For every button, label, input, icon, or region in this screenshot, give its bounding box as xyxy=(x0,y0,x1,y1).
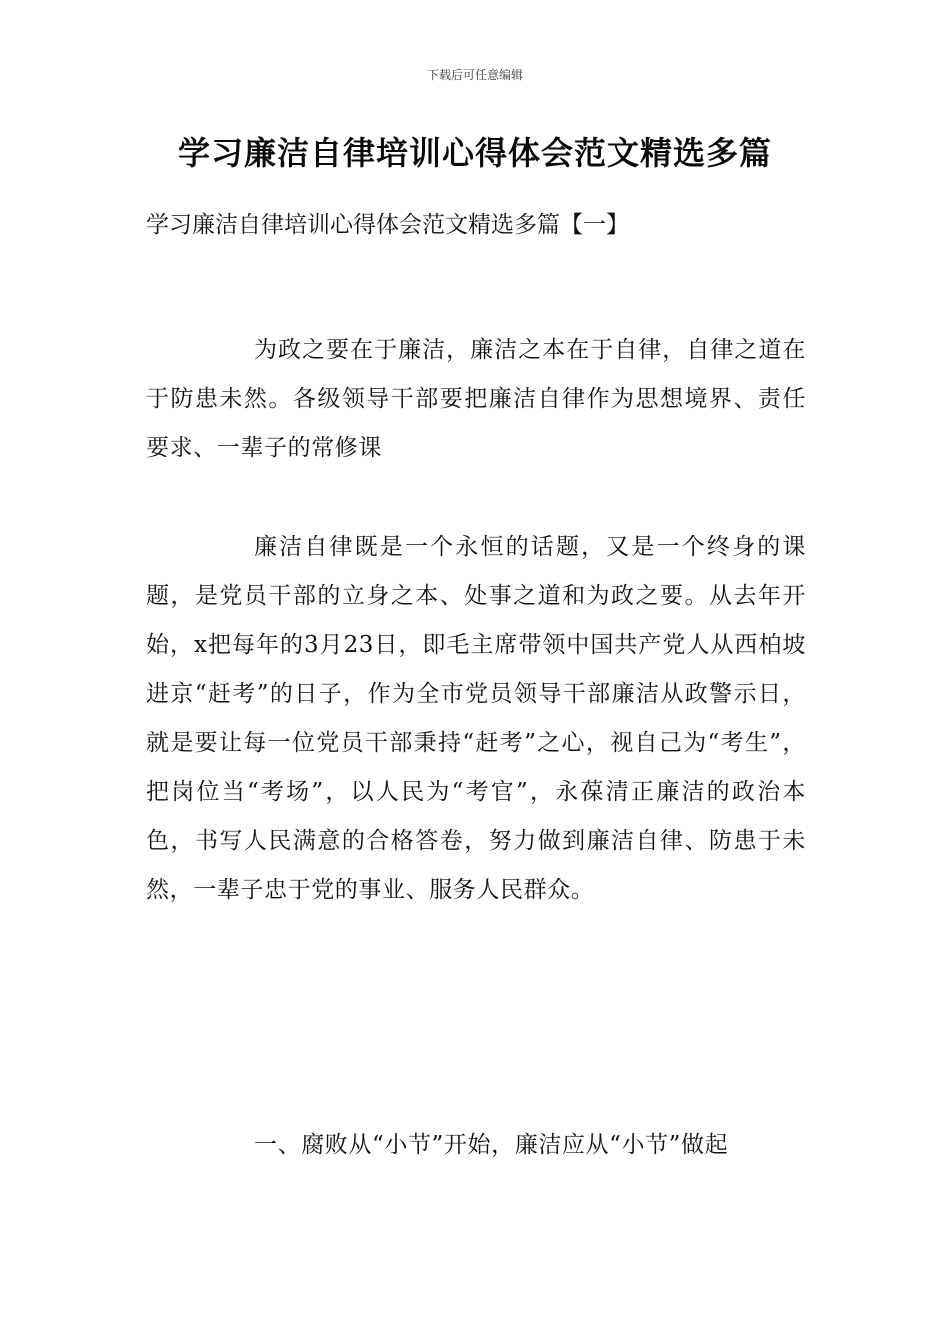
paragraph-1: 为政之要在于廉洁，廉洁之本在于自律，自律之道在于防患未然。各级领导干部要把廉洁自律作为思想境界、责任要求、一辈子的常修课 xyxy=(146,337,806,461)
paragraph-3-heading: 一、腐败从“小节”开始，廉洁应从“小节”做起 xyxy=(254,1132,729,1158)
document-title: 学习廉洁自律培训心得体会范文精选多篇 xyxy=(177,134,772,172)
paragraph-2: 廉洁自律既是一个永恒的话题，又是一个终身的课题，是党员干部的立身之本、处事之道和为政之要。从去年开始，x把每年的3月23日，即毛主席带领中国共产党人从西柏坡进京“赶考”的日子，作为全市党员领导干部廉洁从政警示日，就是要让每一位党员干部秉持“赶考”之心，视自己为“考生”，把岗位当“考场”，以人民为“考官”，永葆清正廉洁的政治本色，书写人民满意的合格答卷，努力做到廉洁自律、防患于未然，一辈子忠于党的事业、服务人民群众。 xyxy=(146,534,806,903)
section-title: 学习廉洁自律培训心得体会范文精选多篇【一】 xyxy=(146,212,629,238)
header-note: 下载后可任意编辑 xyxy=(426,68,523,82)
